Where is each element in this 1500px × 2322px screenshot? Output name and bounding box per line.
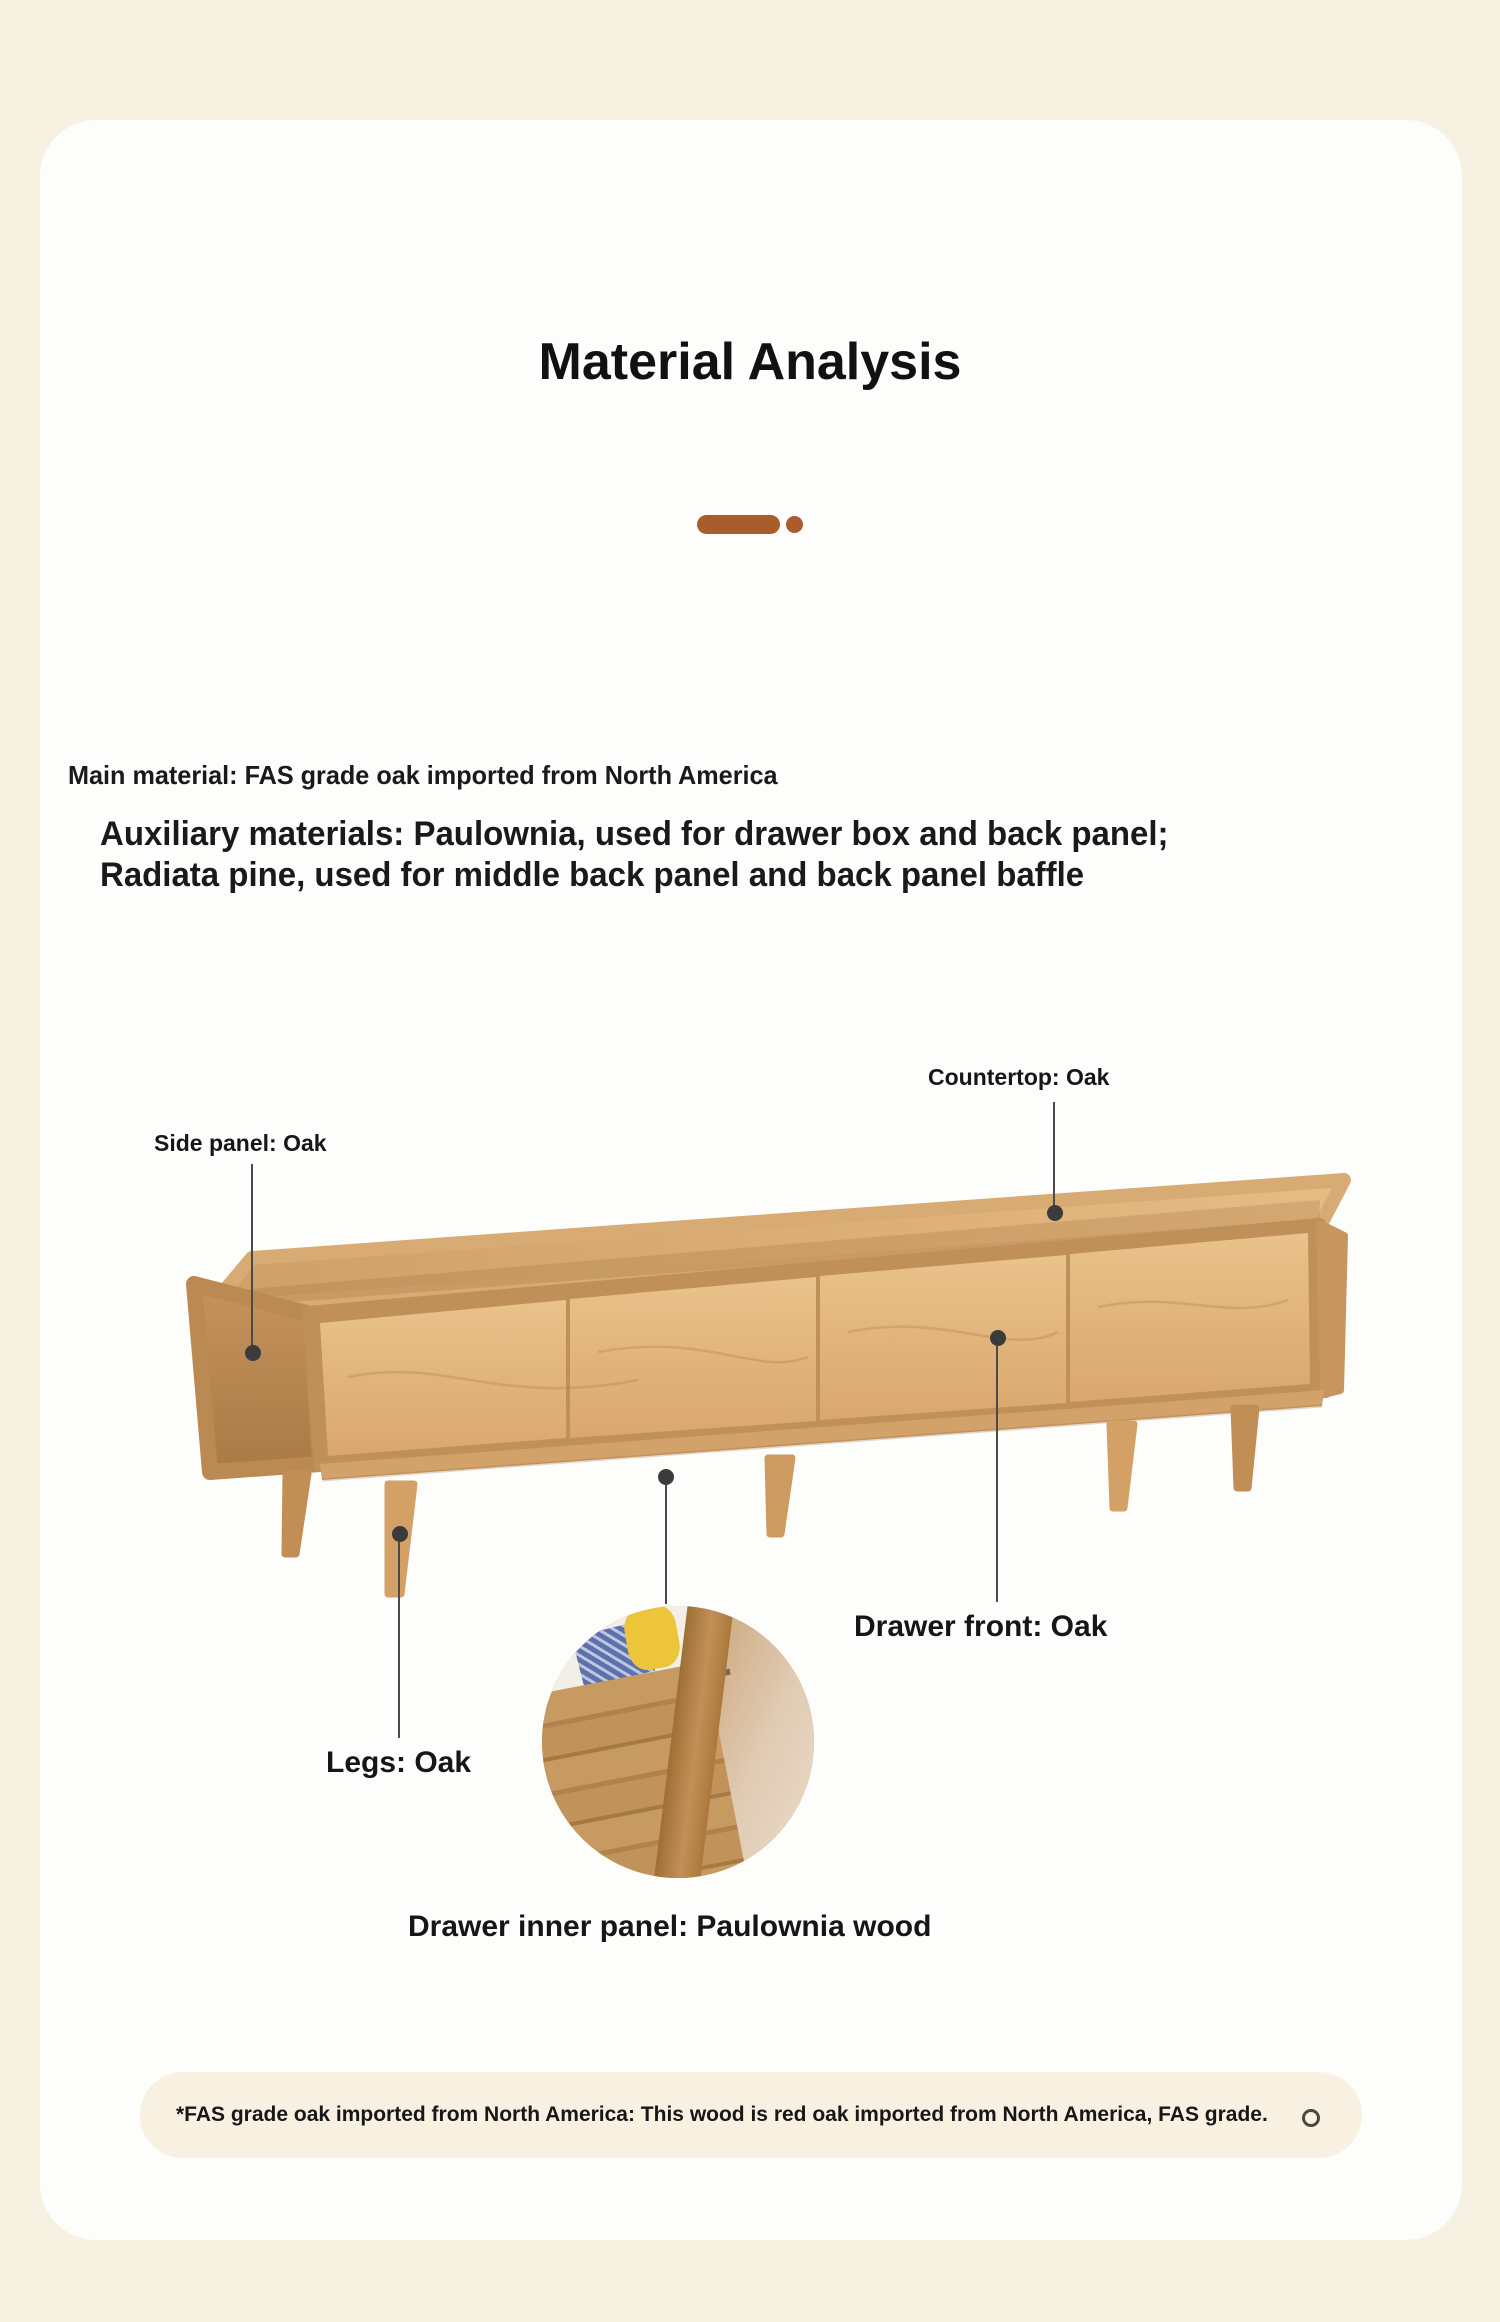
label-side-panel: Side panel: Oak — [154, 1130, 327, 1156]
leg-left-back — [285, 1474, 308, 1554]
leader-dot-side-panel — [245, 1345, 261, 1361]
label-drawer-inner-panel: Drawer inner panel: Paulownia wood — [408, 1910, 932, 1943]
label-drawer-front: Drawer front: Oak — [854, 1610, 1108, 1643]
footnote-banner — [140, 2072, 1362, 2158]
label-countertop: Countertop: Oak — [928, 1064, 1110, 1090]
leg-middle — [768, 1458, 792, 1534]
leg-right-front — [1110, 1424, 1134, 1508]
auxiliary-material-line2: Radiata pine, used for middle back panel and back panel baffle — [100, 856, 1085, 894]
drawer-front-3 — [820, 1255, 1066, 1420]
footnote-text: *FAS grade oak imported from North America: This wood is red oak imported from North America, FAS grade. — [176, 2103, 1268, 2126]
page-title: Material Analysis — [538, 333, 962, 391]
leader-dot-drawer-inner — [658, 1469, 674, 1485]
cabinet-right-panel — [1320, 1224, 1344, 1394]
label-legs: Legs: Oak — [326, 1746, 472, 1779]
divider-dot-icon — [786, 516, 803, 533]
tv-stand-illustration — [168, 1172, 1358, 1617]
drawer-front-2 — [570, 1277, 816, 1438]
auxiliary-material-line1: Auxiliary materials: Paulownia, used for drawer box and back panel; — [100, 815, 1169, 853]
leader-dot-countertop — [1047, 1205, 1063, 1221]
auxiliary-material-text — [100, 814, 1361, 896]
cabinet-side-panel — [194, 1284, 320, 1472]
drawer-inner-panel-photo — [542, 1606, 814, 1878]
leg-right-back — [1234, 1408, 1256, 1488]
leader-line-countertop — [1053, 1102, 1055, 1206]
leader-line-drawer-inner — [665, 1484, 667, 1604]
leader-line-drawer-front — [996, 1346, 998, 1602]
main-material-text: Main material: FAS grade oak imported from North America — [68, 760, 778, 790]
drawer-front-4 — [1070, 1233, 1310, 1402]
leader-dot-drawer-front — [990, 1330, 1006, 1346]
circle-watermark-icon — [1302, 2109, 1320, 2127]
drawer-front-1 — [320, 1300, 566, 1456]
leader-dot-legs — [392, 1526, 408, 1542]
leader-line-side-panel — [251, 1164, 253, 1346]
divider-dash-icon — [697, 515, 780, 534]
leader-line-legs — [398, 1542, 400, 1738]
